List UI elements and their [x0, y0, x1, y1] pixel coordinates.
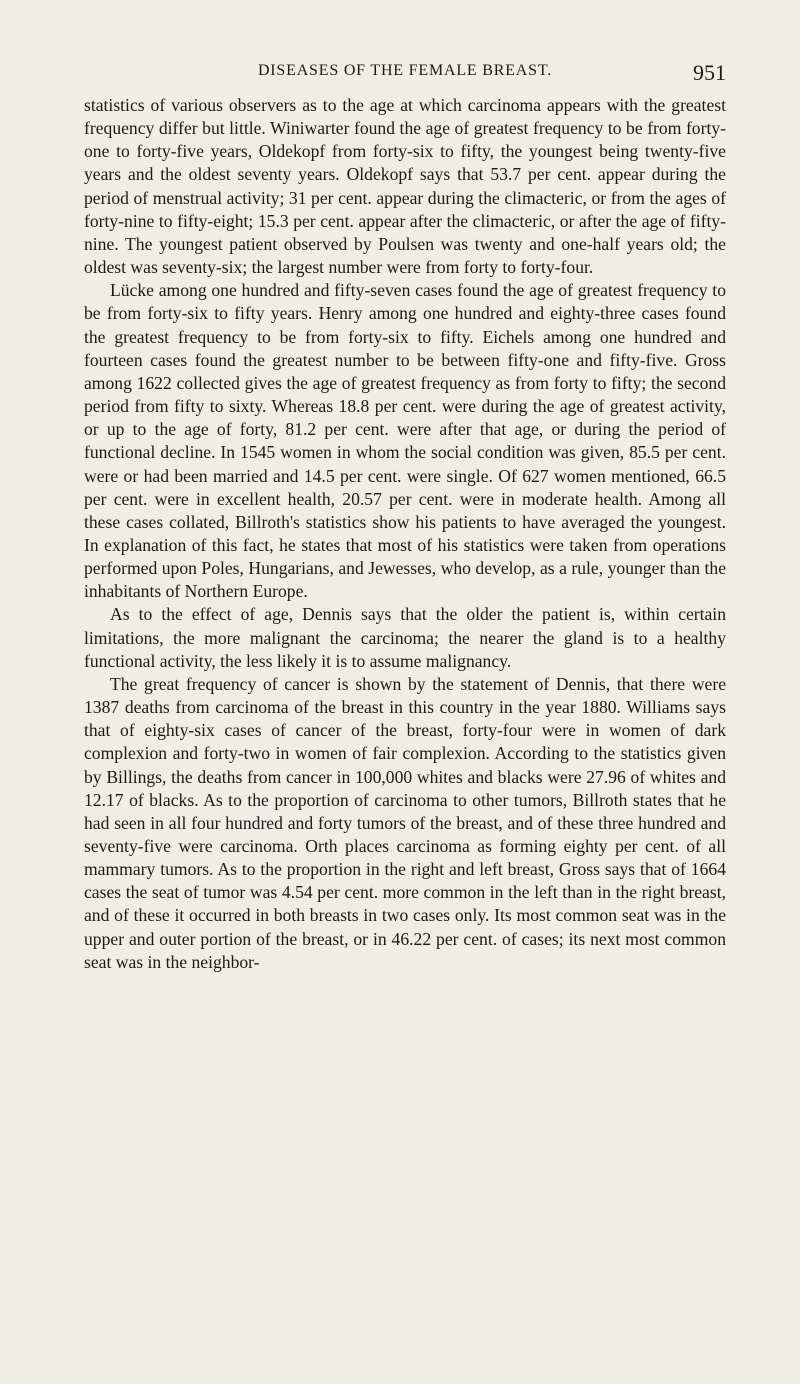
paragraph-age-statistics: statistics of various observers as to the age at which carcinoma appears with the greatest frequency differ but little. Winiwarter found the age of greatest frequency to be from forty-one to forty-five years, Oldekopf from forty-six to fifty, the youngest being twenty-five years and the oldest seventy years. Oldekopf says that 53.7 per cent. appear during the period of menstrual activity; 31 per cent. appear during the climacteric, or from the ages of forty-nine to fifty-eight; 15.3 per cent. appear after the climacteric, or after the age of fifty-nine. The youngest patient observed by Poulsen was twenty and one-half years old; the oldest was seventy-six; the largest number were from forty to forty-four.: [84, 95, 726, 278]
body-text: [84, 94, 726, 974]
paragraph-effect-of-age: As to the effect of age, Dennis says that the older the patient is, within certain limitations, the more malignant the carcinoma; the nearer the gland is to a healthy functional activity, the less likely it is to assume malignancy.: [84, 604, 726, 671]
page-title: DISEASES OF THE FEMALE BREAST.: [257, 62, 553, 79]
running-head: [84, 62, 726, 86]
paragraph-frequency-observers: Lücke among one hundred and fifty-seven cases found the age of greatest frequency to be from forty-six to fifty years. Henry among one hundred and eighty-three cases found the greatest frequency to be from forty-six to fifty. Eichels among one hundred and fourteen cases found the greatest number to be between fifty-one and fifty-five. Gross among 1622 collected gives the age of greatest frequency as from forty to fifty; the second period from fifty to sixty. Whereas 18.8 per cent. were during the age of greatest activity, or up to the age of forty, 81.2 per cent. were after that age, or during the period of functional decline. In 1545 women in whom the social condition was given, 85.5 per cent. were or had been married and 14.5 per cent. were single. Of 627 women mentioned, 66.5 per cent. were in excellent health, 20.57 per cent. were in moderate health. Among all these cases collated, Billroth's statistics show his patients to have averaged the youngest. In explanation of this fact, he states that most of his statistics were taken from operations performed upon Poles, Hungarians, and Jewesses, who develop, as a rule, younger than the inhabitants of Northern Europe.: [84, 280, 726, 602]
page-number: 951: [693, 60, 726, 85]
paragraph-frequency-of-cancer: The great frequency of cancer is shown by the statement of Dennis, that there were 1387 deaths from carcinoma of the breast in this country in the year 1880. Williams says that of eighty-six cases of cancer of the breast, forty-four were in women of dark complexion and forty-two in women of fair complexion. According to the statistics given by Billings, the deaths from cancer in 100,000 whites and blacks were 27.96 of whites and 12.17 of blacks. As to the proportion of carcinoma to other tumors, Billroth states that he had seen in all four hundred and forty tumors of the breast, and of these three hundred and seventy-five were carcinoma. Orth places carcinoma as forming eighty per cent. of all mammary tumors. As to the proportion in the right and left breast, Gross says that of 1664 cases the seat of tumor was 4.54 per cent. more common in the left than in the right breast, and of these it occurred in both breasts in two cases only. Its most common seat was in the upper and outer portion of the breast, or in 46.22 per cent. of cases; its next most common seat was in the neighbor-: [84, 673, 726, 972]
